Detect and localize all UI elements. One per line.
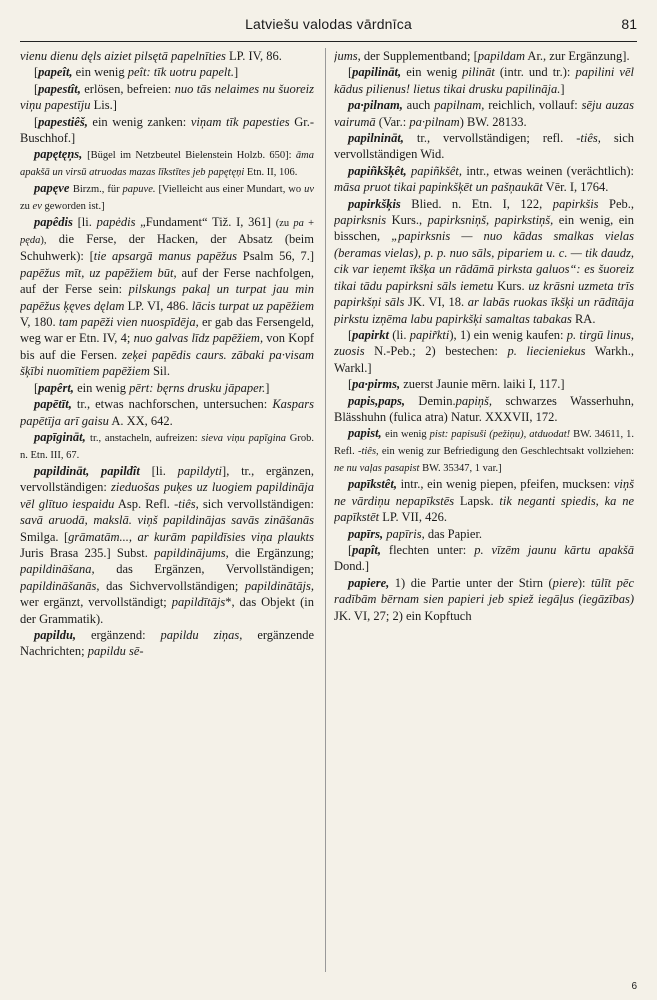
dictionary-entry: papētīt, tr., etwas nachforschen, untersuchen: Kaspars papētīja arī gaisu A. XX, 642.: [20, 397, 314, 428]
left-column: [20, 48, 314, 972]
dictionary-entry: [papestiêš, ein wenig zanken: viņam tīk papesties Gr.-Buschhof.]: [20, 114, 314, 146]
dictionary-entry: [pa·pirms, zuerst Jaunie mērn. laiki I, 117.]: [348, 377, 565, 392]
dictionary-entry: [papestît, erlösen, befreien: nuo tās nelaimes nu šuoreiz viņu papestīju Lis.]: [20, 81, 314, 113]
dictionary-entry: [papilināt, ein wenig pilināt (intr. und tr.): papilini vēl kādus pilienus! lietus tikai drusku papilināja.]: [334, 65, 634, 96]
dictionary-entry: [papêrt, ein wenig pērt: bęrns drusku jāpaper.]: [34, 380, 270, 395]
dictionary-entry: papêdis [li. papėdis „Fundament“ Tiž. I, 361] (zu pa + pęda), die Ferse, der Hacken, der Absatz (beim Schuhwerk): [tie apsargā manus papēžus Psalm 56, 7.] papēžus mīt, uz papēžiem būt, auf der Ferse nachfolgen, auf der Ferse sein: pilskungs pakaļ un turpat jau min papēžus ķęves dęlam LP. VI, 486. lācis turpat uz papēžiem V, 180. tam papēži vien nuospīdēja, er gab das Fersengeld, weg war er Etn. IV, 4; nuo galvas līdz papēžiem, von Kopf bis auf die Fersen. zeķei papēdis caurs. zābaki pa·visam šķībi nuomītiem papēžiem Sil.: [20, 215, 314, 379]
dictionary-entry: [papeît, ein wenig peît: tīk uotru papelt.]: [34, 65, 239, 80]
dictionary-entry: papīgināt, tr., anstacheln, aufreizen: sieva viņu papīgina Grob. n. Etn. III, 67.: [20, 429, 314, 461]
dictionary-entry: pa·pilnam, auch papilnam, reichlich, vollauf: sēju auzas vairumā (Var.: pa·pilnam) BW. 28133.: [334, 98, 634, 129]
header-rule: [20, 41, 637, 42]
dictionary-entry: [papît, flechten unter: p. vīzēm jaunu kārtu apakšā Dond.]: [334, 542, 634, 574]
dictionary-entry: jums, der Supplementband; [papildam Ar., zur Ergänzung].: [334, 49, 630, 63]
running-title: Latviešu valodas vārdnīca: [245, 16, 412, 32]
dictionary-entry: papiere, 1) die Partie unter der Stirn (piere): tūlīt pēc radībām bērnam sien papieri jeb spiež iegāļus (iegāzības) JK. VI, 27; 2) ein Kopftuch: [334, 575, 634, 623]
dictionary-entry: papętęņs, [Bügel im Netzbeutel Bielenstein Holzb. 650]: āma apakšā un virsū atruodas mazas līkstītes jeb papętęņi Etn. II, 106.: [20, 147, 314, 179]
dictionary-entry: papirkšķis Blied. n. Etn. I, 122, papirkšis Peb., papirksnis Kurs., papirksniņš, papirkstiņš, ein wenig, ein bisschen, „papirksnis — nuo kādas smalkas vielas (beramas vielas), p. p. nuo sāls, pipariem u. c. — tik daudz, cik var ieņemt īkšķa un rādāmā pirksta galuos“: es šuoreiz tikai tādu papirksni sāls iemetu Kurs. uz krāsni uzmeta trīs papirkšņi sāls JK. VI, 18. ar labās ruokas īkšķi un rādītāja pirkstu izņēma labu papirkšķi samaltas tabakas RA.: [334, 196, 634, 326]
dictionary-entry: papist, ein wenig pist: papisuši (pežiņu), atduodat! BW. 34611, 1. Refl. -tiês, ein wenig zur Befriedigung den Geschlechtsakt vollziehen: ne nu vaļas pasapist BW. 35347, 1 var.]: [334, 426, 634, 475]
dictionary-entry: papęve Birzm., für papuve. [Vielleicht aus einer Mundart, wo uv zu ev geworden ist.]: [20, 181, 314, 213]
signature-mark: 6: [631, 981, 637, 992]
page-header: [20, 16, 637, 40]
dictionary-entry: papildu, ergänzend: papildu ziņas, ergänzende Nachrichten; papildu sē-: [20, 627, 314, 659]
right-column: [334, 48, 634, 972]
dictionary-entry: [papirkt (li. papir̃kti), 1) ein wenig kaufen: p. tirgū linus, zuosis N.-Peb.; 2) bestechen: p. liecieniekus Warkh., Warkl.]: [334, 327, 634, 375]
dictionary-entry: papīrs, papīris, das Papier.: [348, 526, 483, 541]
dictionary-entry: papilnināt, tr., vervollständigen; refl. -tiês, sich vervollständigen Wid.: [334, 131, 634, 162]
column-divider: [325, 48, 326, 972]
dictionary-entry: papildināt, papildît [li. papildyti], tr., ergänzen, vervollständigen: zieduošas puķes uz luogiem papildināja vēl glītuo iespaidu Asp. Refl. -tiês, sich vervollständigen: savā aruodā, makslā. viņš papildinājas savās zināšanās Smilga. [grāmatām..., ar kurām papildīsies viņa plaukts Juris Brasa 235.] Subst. papildinājums, die Ergänzung; papildināšana, das Ergänzen, Vervollständigen; papildināšanās, das Sichvervollständigen; papildinātājs, wer ergänzt, vervollständigt; papildītājs*, das Objekt (in der Grammatik).: [20, 463, 314, 626]
dictionary-entry: vienu dienu dęls aiziet pilsętā papelnīties LP. IV, 86.: [20, 49, 282, 63]
dictionary-entry: papīkstêt, intr., ein wenig piepen, pfeifen, mucksen: viņš ne vārdiņu nepapīkstēs Lapsk. tik neganti spiedis, ka ne papīkstēt LP. VII, 426.: [334, 477, 634, 525]
dictionary-entry: papiñkšķêt, papiñkšêt, intr., etwas weinen (verächtlich): māsa pruot tikai papinkšķēt un pašņaukāt Vēr. I, 1764.: [334, 163, 634, 195]
dictionary-entry: papis,paps, Demin.papiņš, schwarzes Wasserhuhn, Blässhuhn (fulica atra) Natur. XXXVII, 172.: [334, 393, 634, 424]
page-number: 81: [621, 16, 637, 32]
